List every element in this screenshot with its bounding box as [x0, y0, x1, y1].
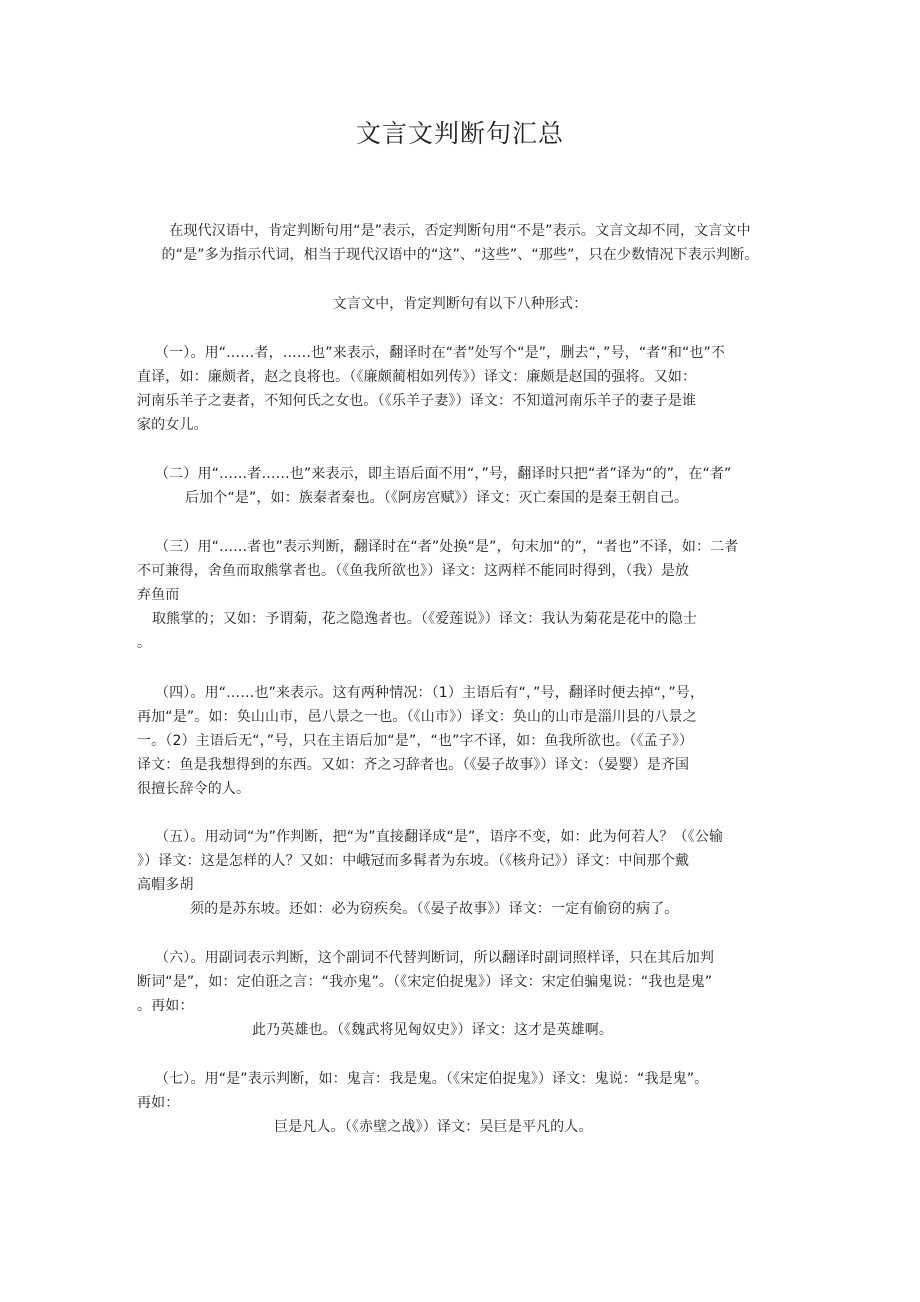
section-3-line-2: 不可兼得，舍鱼而取熊掌者也。（《鱼我所欲也》）译文：这两样不能同时得到，（我）是放 — [137, 563, 690, 579]
section-4-line-3: 一。（2）主语后无“，”号，只在主语后加“是”，“也”字不译，如：鱼我所欲也。（《孟子》） — [137, 733, 694, 749]
section-4-line-1: （四）。用“……也”来表示。这有两种情况：（1）主语后有“，”号，翻译时便去掉“，”号， — [155, 685, 705, 701]
section-2-line-2: 后加个“是”，如：族秦者秦也。（《阿房宫赋》）译文：灭亡秦国的是秦王朝自己。 — [185, 490, 689, 506]
document-title: 文言文判断句汇总 — [355, 119, 564, 148]
section-1-line-4: 家的女儿。 — [137, 417, 208, 433]
section-4-line-2: 再加“是”。如：奂山山市，邑八景之一也。（《山市》）译文：奂山的山市是淄川县的八景之 — [137, 709, 697, 725]
section-6-line-4: 此乃英雄也。（《魏武将见匈奴史》）译文：这才是英雄啊。 — [252, 1022, 614, 1038]
section-1-line-1: （一）。用“……者，……也”来表示，翻译时在“者”处写个“是”，删去“，”号，“者”和“也”不 — [155, 345, 726, 361]
section-4-line-4: 译文：鱼是我想得到的东西。又如：齐之习辞者也。（《晏子故事》）译文：（晏婴）是齐国 — [137, 757, 690, 773]
section-3-line-5: 。 — [137, 635, 152, 651]
section-7-line-1: （七）。用“是”表示判断，如：鬼言：我是鬼。（《宋定伯捉鬼》）译文：鬼说：“我是鬼”。 — [155, 1071, 709, 1087]
section-6-line-1: （六）。用副词表示判断，这个副词不代替判断词，所以翻译时副词照样译，只在其后加判 — [155, 950, 714, 966]
subtitle: 文言文中，肯定判断句有以下八种形式： — [332, 296, 588, 312]
section-7-line-2: 再如： — [137, 1095, 180, 1111]
section-1-line-3: 河南乐羊子之妻者，不知何氏之女也。（《乐羊子妻》）译文：不知道河南乐羊子的妻子是谁 — [137, 393, 697, 409]
section-3-line-1: （三）用“……者也”表示判断，翻译时在“者”处换“是”，句末加“的”，“者也”不译，如：二者 — [155, 539, 739, 555]
section-3-line-3: 弃鱼而 — [137, 587, 180, 603]
intro-line-2: 的“是”多为指示代词，相当于现代汉语中的“这”、“这些”、“那些”，只在少数情况下表示判断。 — [161, 247, 759, 263]
section-6-line-3: 。再如： — [137, 998, 194, 1014]
intro-line-1: 在现代汉语中，肯定判断句用“是”表示，否定判断句用“不是”表示。文言文却不同，文言文中 — [169, 223, 751, 239]
section-5-line-1: （五）。用动词“为”作判断，把“为”直接翻译成“是”，语序不变，如：此为何若人？（《公输 — [155, 829, 724, 845]
section-2-line-1: （二）用“……者……也”来表示，即主语后面不用“，”号，翻译时只把“者”译为“的”，在“者” — [155, 466, 732, 482]
section-6-line-2: 断词“是”，如：定伯诳之言：“我亦鬼”。（《宋定伯捉鬼》）译文：宋定伯骗鬼说：“我也是鬼” — [137, 974, 713, 990]
section-5-line-4: 须的是苏东坡。还如：必为窃疾矣。（《晏子故事》）译文：一定有偷窃的病了。 — [190, 901, 679, 917]
section-4-line-5: 很擅长辞令的人。 — [137, 781, 251, 797]
section-1-line-2: 直译，如：廉颇者，赵之良将也。（《廉颇蔺相如列传》）译文：廉颇是赵国的强将。又如： — [137, 369, 697, 385]
section-5-line-2: 》）译文：这是怎样的人？又如：中峨冠而多髯者为东坡。（《核舟记》）译文：中间那个戴 — [137, 853, 690, 869]
section-3-line-4: 取熊掌的；又如：予谓菊，花之隐逸者也。（《爱莲说》）译文：我认为菊花是花中的隐士 — [152, 611, 697, 627]
section-7-line-3: 巨是凡人。（《赤壁之战》）译文：吴巨是平凡的人。 — [274, 1119, 593, 1135]
section-5-line-3: 高帽多胡 — [137, 877, 194, 893]
